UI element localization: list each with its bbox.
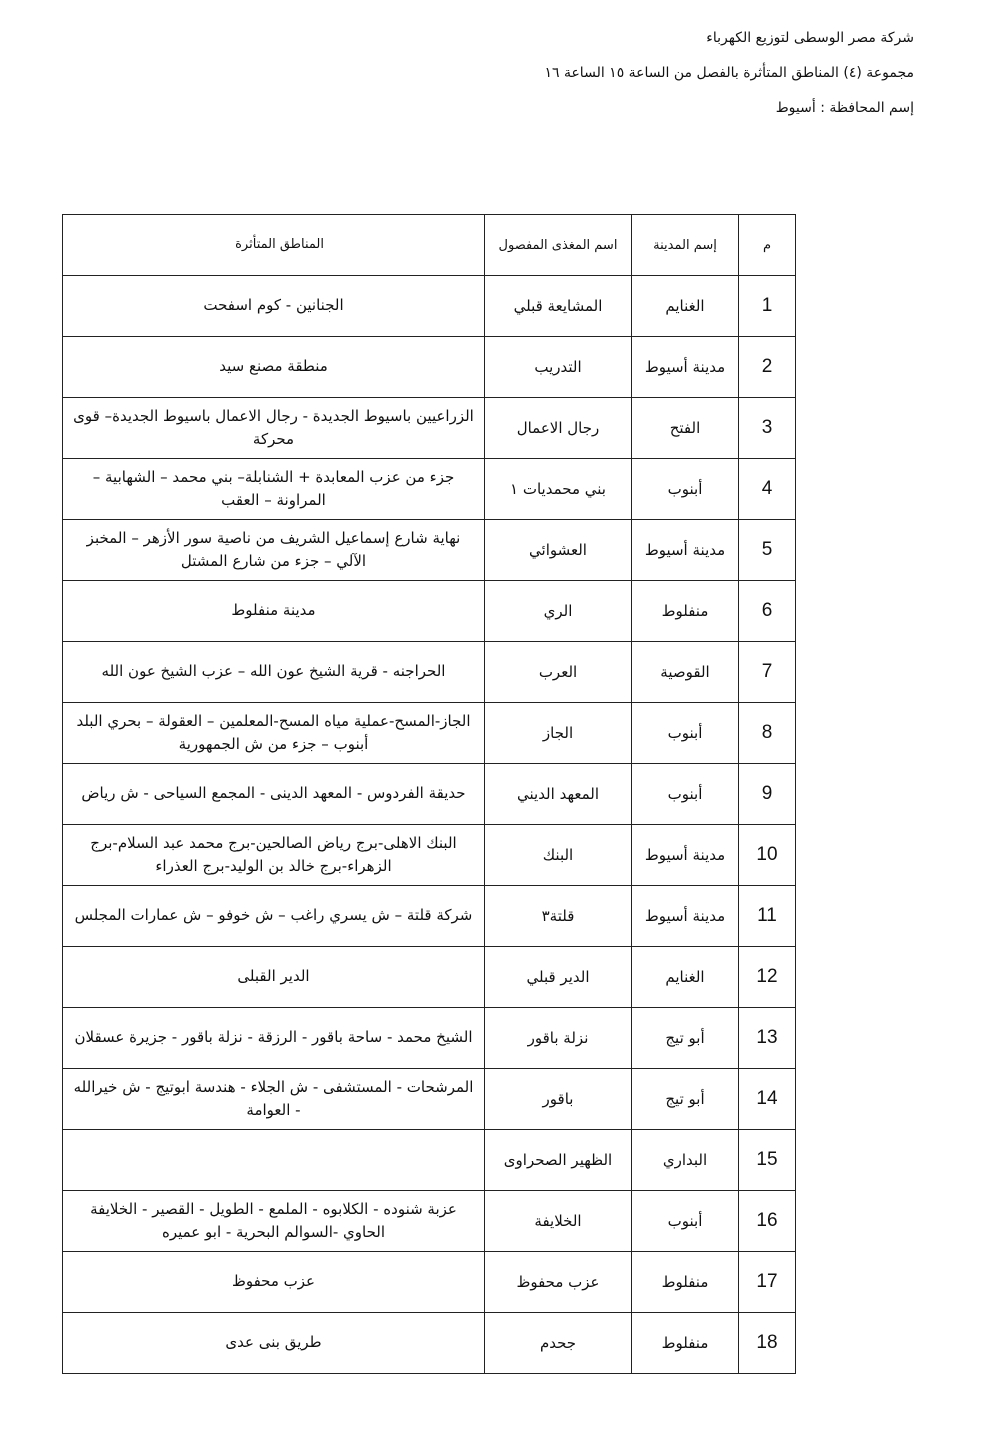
- row-feeder: العشوائي: [485, 520, 632, 581]
- row-feeder: العرب: [485, 642, 632, 703]
- row-feeder: باقور: [485, 1069, 632, 1130]
- row-num: 12: [739, 947, 796, 1008]
- row-feeder: الري: [485, 581, 632, 642]
- row-city: أبو تيج: [632, 1008, 739, 1069]
- row-city: منفلوط: [632, 581, 739, 642]
- row-feeder: رجال الاعمال: [485, 398, 632, 459]
- row-feeder: عزب محفوظ: [485, 1252, 632, 1313]
- header-num: م: [739, 215, 796, 276]
- table-row: [63, 947, 796, 1008]
- table-row: [63, 1130, 796, 1191]
- row-num: 14: [739, 1069, 796, 1130]
- row-areas: شركة قلتة – ش يسري راغب – ش خوفو – ش عمارات المجلس: [63, 886, 485, 947]
- table-row: [63, 1069, 796, 1130]
- group-title: مجموعة (٤) المناطق المتأثرة بالفصل من الساعة ١٥ الساعة ١٦: [544, 65, 914, 81]
- table-header-row: [63, 215, 796, 276]
- row-num: 7: [739, 642, 796, 703]
- row-city: أبو تيج: [632, 1069, 739, 1130]
- row-num: 16: [739, 1191, 796, 1252]
- row-num: 11: [739, 886, 796, 947]
- row-num: 15: [739, 1130, 796, 1191]
- row-city: أبنوب: [632, 459, 739, 520]
- table-row: [63, 459, 796, 520]
- row-areas: [63, 1130, 485, 1191]
- row-areas: عزبة شنوده - الكلابوه - الملمع - الطويل - القصير - الخلايفة الحاوي -السوالم البحرية - ابو عميره: [63, 1191, 485, 1252]
- row-city: أبنوب: [632, 764, 739, 825]
- table-row: [63, 825, 796, 886]
- row-num: 1: [739, 276, 796, 337]
- header-areas: المناطق المتأثرة: [63, 215, 485, 276]
- header-feeder: اسم المغذى المفصول: [485, 215, 632, 276]
- row-num: 13: [739, 1008, 796, 1069]
- row-num: 17: [739, 1252, 796, 1313]
- row-city: أبنوب: [632, 703, 739, 764]
- row-areas: عزب محفوظ: [63, 1252, 485, 1313]
- row-feeder: الخلايفة: [485, 1191, 632, 1252]
- row-city: الغنايم: [632, 276, 739, 337]
- row-areas: الدير القبلى: [63, 947, 485, 1008]
- row-areas: طريق بنى عدى: [63, 1313, 485, 1374]
- row-city: القوصية: [632, 642, 739, 703]
- row-city: البداري: [632, 1130, 739, 1191]
- table-body: [63, 276, 796, 1374]
- row-areas: الحراجنه - قرية الشيخ عون الله – عزب الشيخ عون الله: [63, 642, 485, 703]
- row-areas: منطقة مصنع سيد: [63, 337, 485, 398]
- row-feeder: التدريب: [485, 337, 632, 398]
- row-feeder: بني محمديات ١: [485, 459, 632, 520]
- row-areas: البنك الاهلى-برج رياض الصالحين-برج محمد عبد السلام-برج الزهراء-برج خالد بن الوليد-برج العذراء: [63, 825, 485, 886]
- document-header: [54, 30, 914, 135]
- row-feeder: قلتة٣: [485, 886, 632, 947]
- row-num: 6: [739, 581, 796, 642]
- row-city: مدينة أسيوط: [632, 520, 739, 581]
- table-row: [63, 1008, 796, 1069]
- row-num: 4: [739, 459, 796, 520]
- affected-areas-table: [62, 214, 796, 1374]
- row-feeder: جحدم: [485, 1313, 632, 1374]
- row-num: 18: [739, 1313, 796, 1374]
- row-areas: جزء من عزب المعابدة + الشنابلة– بني محمد – الشهابية – المراونة – العقب: [63, 459, 485, 520]
- row-num: 3: [739, 398, 796, 459]
- row-feeder: الجاز: [485, 703, 632, 764]
- table-row: [63, 520, 796, 581]
- row-areas: حديقة الفردوس - المعهد الدينى - المجمع السياحى - ش رياض: [63, 764, 485, 825]
- table-row: [63, 581, 796, 642]
- row-areas: الشيخ محمد - ساحة باقور - الرزقة - نزلة باقور - جزيرة عسقلان: [63, 1008, 485, 1069]
- row-city: الغنايم: [632, 947, 739, 1008]
- table-row: [63, 1191, 796, 1252]
- row-num: 8: [739, 703, 796, 764]
- row-feeder: الظهير الصحراوى: [485, 1130, 632, 1191]
- row-num: 9: [739, 764, 796, 825]
- row-city: منفلوط: [632, 1313, 739, 1374]
- company-name: شركة مصر الوسطى لتوزيع الكهرباء: [706, 30, 914, 46]
- table-row: [63, 703, 796, 764]
- governorate-name: إسم المحافظة : أسيوط: [775, 100, 914, 116]
- row-feeder: المشايعة قبلي: [485, 276, 632, 337]
- row-city: مدينة أسيوط: [632, 825, 739, 886]
- row-city: مدينة أسيوط: [632, 886, 739, 947]
- row-areas: الجنانين - كوم اسفحت: [63, 276, 485, 337]
- row-feeder: المعهد الديني: [485, 764, 632, 825]
- row-areas: المرشحات - المستشفى - ش الجلاء - هندسة ابوتيج - ش خيرالله - العوامة: [63, 1069, 485, 1130]
- row-city: مدينة أسيوط: [632, 337, 739, 398]
- row-num: 5: [739, 520, 796, 581]
- table-row: [63, 276, 796, 337]
- row-areas: مدينة منفلوط: [63, 581, 485, 642]
- row-num: 10: [739, 825, 796, 886]
- table-row: [63, 886, 796, 947]
- row-areas: نهاية شارع إسماعيل الشريف من ناصية سور الأزهر – المخبز الآلي – جزء من شارع المشتل: [63, 520, 485, 581]
- row-feeder: الدير قبلي: [485, 947, 632, 1008]
- row-feeder: نزلة باقور: [485, 1008, 632, 1069]
- header-city: إسم المدينة: [632, 215, 739, 276]
- table-row: [63, 1313, 796, 1374]
- row-city: الفتح: [632, 398, 739, 459]
- table-row: [63, 337, 796, 398]
- table-row: [63, 1252, 796, 1313]
- table-row: [63, 398, 796, 459]
- row-num: 2: [739, 337, 796, 398]
- table-row: [63, 642, 796, 703]
- row-areas: الجاز-المسح-عملية مياه المسح-المعلمين – العقولة – بحري البلد أبنوب – جزء من ش الجمهورية: [63, 703, 485, 764]
- row-city: أبنوب: [632, 1191, 739, 1252]
- row-areas: الزراعيين باسيوط الجديدة - رجال الاعمال باسيوط الجديدة– قوى محركة: [63, 398, 485, 459]
- row-city: منفلوط: [632, 1252, 739, 1313]
- row-feeder: البنك: [485, 825, 632, 886]
- table-row: [63, 764, 796, 825]
